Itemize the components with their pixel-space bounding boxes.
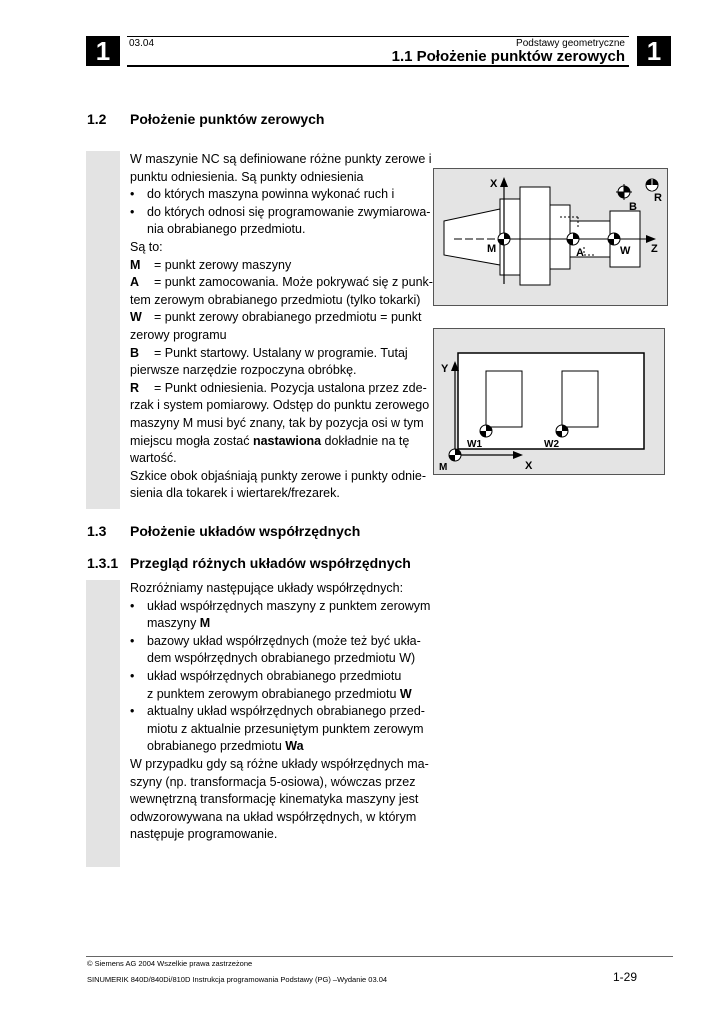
page-number: 1-29 bbox=[612, 970, 637, 984]
closing-line: sienia dla tokarek i wiertarek/frezarek. bbox=[130, 486, 340, 501]
section-title: Położenie układów współrzędnych bbox=[130, 523, 361, 539]
chapter-number-left: 1 bbox=[86, 36, 120, 66]
section-title: Położenie punktów zerowych bbox=[130, 111, 325, 127]
def-text-b-cont: pierwsze narzędzie rozpoczyna obróbkę. bbox=[130, 363, 357, 378]
header-top-rule bbox=[127, 36, 629, 37]
def-text-r-cont: dokładnie na tę bbox=[321, 433, 410, 448]
bullet-continuation: miotu z aktualnie przesuniętym punktem zerowym bbox=[147, 721, 424, 736]
milling-zero-points-diagram bbox=[433, 328, 665, 475]
footer-copyright: © Siemens AG 2004 Wszelkie prawa zastrzeżone bbox=[87, 959, 253, 968]
b-point-label: B bbox=[629, 201, 637, 213]
def-key-b: B bbox=[130, 345, 140, 360]
z-axis-label: Z bbox=[651, 243, 658, 255]
y-axis-label: Y bbox=[441, 363, 449, 375]
subsection-title: Przegląd różnych układów współrzędnych bbox=[130, 555, 411, 571]
def-text-a: = punkt zamocowania. Może pokrywać się z punk- bbox=[154, 275, 433, 290]
def-text-m: = punkt zerowy maszyny bbox=[154, 257, 292, 272]
bullet-continuation: obrabianego przedmiotu bbox=[147, 739, 286, 754]
bullet-item: • do których maszyna powinna wykonać ruch i bbox=[130, 186, 430, 204]
a-point-label: A bbox=[576, 247, 584, 259]
bold-term: W bbox=[399, 686, 412, 701]
r-point-label: R bbox=[654, 192, 662, 204]
def-text-r-cont: wartość. bbox=[130, 451, 177, 466]
section-number: 1.2 bbox=[87, 111, 107, 127]
bold-term: Wa bbox=[285, 739, 304, 754]
bullet-continuation: nia obrabianego przedmiotu. bbox=[147, 222, 306, 237]
header-subtitle: 1.1 Położenie punktów zerowych bbox=[391, 48, 625, 65]
bullet-continuation: dem współrzędnych obrabianego przedmiotu W) bbox=[147, 651, 416, 666]
lathe-diagram-svg bbox=[434, 169, 667, 305]
def-key-a: A bbox=[130, 275, 140, 290]
list-intro: Są to: bbox=[130, 239, 163, 254]
x-axis-label: X bbox=[490, 178, 498, 190]
bold-term: nastawiona bbox=[252, 433, 322, 448]
def-text-r: = Punkt odniesienia. Pozycja ustalona przez zde- bbox=[154, 380, 427, 395]
bullet-item: • bazowy układ współrzędnych (może też być ukła- bbox=[130, 633, 430, 651]
closing-line: Szkice obok objaśniają punkty zerowe i punkty odnie- bbox=[130, 468, 427, 483]
def-text-r-cont: miejscu mogła zostać bbox=[130, 433, 253, 448]
paragraph-line: szyny (np. transformacja 5-osiowa), wówczas przez bbox=[130, 774, 416, 789]
section-1-3-1-body bbox=[130, 580, 430, 844]
bold-term: M bbox=[199, 616, 211, 631]
section-1-2-body bbox=[130, 151, 433, 503]
def-key-r: R bbox=[130, 380, 140, 395]
def-text-a-cont: tem zerowym obrabianego przedmiotu (tylko tokarki) bbox=[130, 292, 421, 307]
footer-rule bbox=[86, 956, 673, 957]
bullet-item: • aktualny układ współrzędnych obrabianego przed- bbox=[130, 703, 430, 721]
paragraph-line: odwzorowywana na układ współrzędnych, w którym bbox=[130, 809, 417, 824]
bullet-continuation: z punktem zerowym obrabianego przedmiotu bbox=[147, 686, 400, 701]
w-point-label: W bbox=[620, 245, 631, 257]
def-text-r-cont: maszyny M musi być znany, tak by pozycja osi w tym bbox=[130, 415, 424, 430]
subsection-number: 1.3.1 bbox=[87, 555, 119, 571]
section-number: 1.3 bbox=[87, 523, 107, 539]
paragraph-line: wewnętrzną transformację kinematyka maszyny jest bbox=[130, 792, 419, 807]
bullet-continuation: maszyny bbox=[147, 616, 200, 631]
intro-line: Rozróżniamy następujące układy współrzędnych: bbox=[130, 581, 404, 595]
paragraph-line: następuje programowanie. bbox=[130, 827, 278, 842]
def-text-r-cont: rzak i system pomiarowy. Odstęp do punktu zerowego bbox=[130, 398, 430, 413]
bullet-item: • do których odnosi się programowanie zwymiarowa- bbox=[130, 204, 430, 222]
def-text-w-cont: zerowy programu bbox=[130, 327, 227, 342]
chapter-number-right: 1 bbox=[637, 36, 671, 66]
header-bottom-rule bbox=[127, 65, 629, 67]
lathe-zero-points-diagram bbox=[433, 168, 668, 306]
def-text-w: = punkt zerowy obrabianego przedmiotu = punkt bbox=[154, 310, 422, 325]
paragraph-line: W przypadku gdy są różne układy współrzędnych ma- bbox=[130, 756, 429, 771]
margin-bar bbox=[86, 151, 120, 509]
milling-diagram-svg bbox=[434, 329, 664, 474]
intro-line: W maszynie NC są definiowane różne punkty zerowe i bbox=[130, 152, 432, 166]
def-key-w: W bbox=[130, 310, 142, 325]
header-date: 03.04 bbox=[129, 38, 155, 49]
margin-bar bbox=[86, 580, 120, 867]
intro-line: punktu odniesienia. Są punkty odniesienia bbox=[130, 169, 364, 184]
x-axis-label: X bbox=[525, 460, 533, 472]
w2-point-label: W2 bbox=[544, 439, 559, 450]
def-key-m: M bbox=[130, 257, 141, 272]
bullet-item: • układ współrzędnych obrabianego przedmiotu bbox=[130, 668, 430, 686]
w1-point-label: W1 bbox=[467, 439, 482, 450]
header-section-title: Podstawy geometryczne bbox=[516, 38, 625, 49]
def-text-b: = Punkt startowy. Ustalany w programie. Tutaj bbox=[154, 345, 408, 360]
m-point-label: M bbox=[487, 243, 497, 255]
footer-doc-title: SINUMERIK 840D/840Di/810D Instrukcja programowania Podstawy (PG) –Wydanie 03.04 bbox=[87, 975, 388, 984]
bullet-item: • układ współrzędnych maszyny z punktem zerowym bbox=[130, 598, 430, 616]
m-point-label: M bbox=[439, 462, 448, 473]
